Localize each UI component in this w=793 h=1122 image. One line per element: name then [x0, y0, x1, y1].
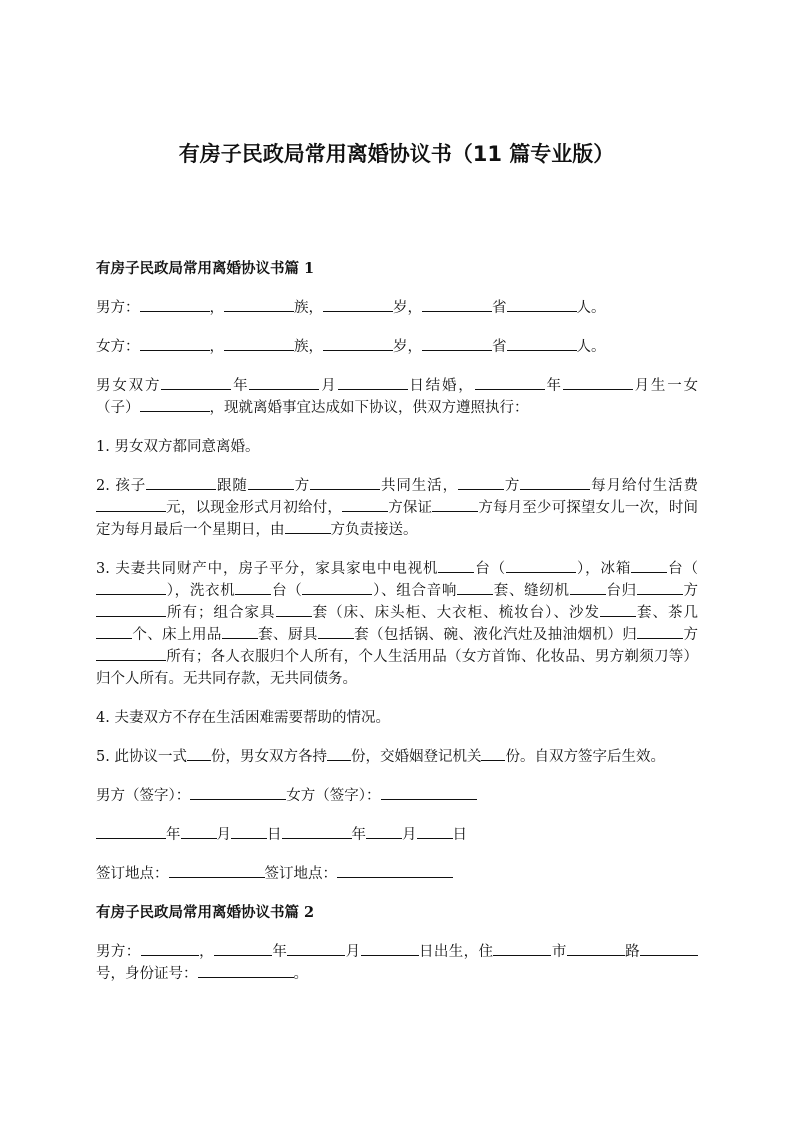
blank-field[interactable] — [140, 398, 210, 412]
blank-field[interactable] — [507, 298, 577, 312]
blank-field[interactable] — [570, 581, 606, 595]
woman-info-line: 女方： ， 族， 岁， 省 人。 — [96, 339, 606, 355]
blank-field[interactable] — [323, 337, 393, 351]
blank-field[interactable] — [146, 476, 216, 490]
blank-field[interactable] — [96, 647, 166, 661]
item-3: 3. 夫妻共同财产中，房子平分，家具家电中电视机 台（ ），冰箱 台（），洗衣机 台（ ）、组合音响 套、缝纫机 台归 方所有；组合家具 套（床、床头柜、大衣柜、梳妆台）、沙发 套、茶几个、床上用品 套、厨具 套（包括锅、碗、液化汽灶及抽油烟机）归 方所有；各人衣服归个人所有，个人生活用品（女方首饰、化妆品、男方剃须刀等）归个人所有。无共同存款，无共同债务。 — [96, 561, 699, 687]
blank-field[interactable] — [438, 559, 474, 573]
blank-field[interactable] — [600, 603, 636, 617]
blank-field[interactable] — [310, 476, 380, 490]
document-body — [96, 258, 698, 1002]
blank-field[interactable] — [457, 581, 493, 595]
blank-field[interactable] — [96, 625, 132, 639]
blank-field[interactable] — [327, 747, 351, 761]
blank-field[interactable] — [637, 581, 683, 595]
item-2: 2. 孩子 跟随 方 共同生活， 方 每月给付生活费元，以现金形式月初给付， 方保证 方每月至少可探望女儿一次，时间定为每月最后一个星期日，由 方负责接送。 — [96, 478, 699, 538]
place-field[interactable] — [337, 864, 453, 878]
blank-field[interactable] — [631, 559, 667, 573]
blank-field[interactable] — [276, 603, 312, 617]
blank-field[interactable] — [248, 476, 294, 490]
blank-field[interactable] — [338, 376, 408, 390]
blank-field[interactable] — [475, 376, 545, 390]
blank-field[interactable] — [181, 825, 217, 839]
blank-field[interactable] — [481, 747, 505, 761]
signature-field-woman[interactable] — [381, 786, 477, 800]
blank-field[interactable] — [417, 825, 453, 839]
blank-field[interactable] — [432, 498, 478, 512]
man-birth-info: 男方： ， 年 月 日出生，住 市 路号，身份证号： 。 — [96, 941, 698, 985]
section-heading-2: 有房子民政局常用离婚协议书篇 2 — [96, 904, 315, 921]
marriage-info-paragraph: 男女双方 年 月 日结婚， 年 月生一女（子） ，现就离婚事宜达成如下协议，供双方遵照执行： — [96, 378, 699, 416]
blank-field[interactable] — [235, 581, 271, 595]
blank-field[interactable] — [361, 942, 419, 956]
blank-field[interactable] — [161, 376, 231, 390]
signature-field-man[interactable] — [190, 786, 286, 800]
blank-field[interactable] — [96, 825, 166, 839]
place-field[interactable] — [169, 864, 265, 878]
blank-field[interactable] — [302, 581, 372, 595]
blank-field[interactable] — [506, 559, 576, 573]
blank-field[interactable] — [318, 625, 354, 639]
blank-field[interactable] — [96, 498, 166, 512]
blank-field[interactable] — [249, 376, 319, 390]
signature-line: 男方（签字）： 女方（签字）： — [96, 785, 698, 807]
blank-field[interactable] — [222, 625, 258, 639]
blank-field[interactable] — [140, 337, 210, 351]
blank-field[interactable] — [231, 825, 267, 839]
place-line: 签订地点： 签订地点： — [96, 863, 698, 885]
man-info-line: 男方： ， 族， 岁， 省 人。 — [96, 300, 606, 316]
blank-field[interactable] — [520, 476, 590, 490]
blank-field[interactable] — [96, 581, 166, 595]
blank-field[interactable] — [187, 747, 211, 761]
blank-field[interactable] — [285, 520, 331, 534]
blank-field[interactable] — [224, 298, 294, 312]
item-4: 4. 夫妻双方不存在生活困难需要帮助的情况。 — [96, 710, 390, 726]
blank-field[interactable] — [493, 942, 551, 956]
blank-field[interactable] — [567, 942, 625, 956]
blank-field[interactable] — [458, 476, 504, 490]
blank-field[interactable] — [323, 298, 393, 312]
blank-field[interactable] — [640, 942, 698, 956]
section-heading-1: 有房子民政局常用离婚协议书篇 1 — [96, 260, 315, 277]
blank-field[interactable] — [563, 376, 633, 390]
document-title: 有房子民政局常用离婚协议书（11 篇专业版） — [178, 142, 615, 166]
blank-field[interactable] — [214, 942, 272, 956]
blank-field[interactable] — [342, 498, 388, 512]
blank-field[interactable] — [282, 825, 352, 839]
blank-field[interactable] — [637, 625, 683, 639]
blank-field[interactable] — [224, 337, 294, 351]
blank-field[interactable] — [422, 337, 492, 351]
blank-field[interactable] — [96, 603, 166, 617]
blank-field[interactable] — [507, 337, 577, 351]
date-line: 年 月 日 年 月 日 — [96, 824, 698, 846]
blank-field[interactable] — [422, 298, 492, 312]
id-number-field[interactable] — [198, 964, 294, 978]
blank-field[interactable] — [140, 298, 210, 312]
blank-field[interactable] — [366, 825, 402, 839]
item-5: 5. 此协议一式 份，男女双方各持 份，交婚姻登记机关 份。自双方签字后生效。 — [96, 749, 665, 765]
blank-field[interactable] — [287, 942, 345, 956]
blank-field[interactable] — [141, 942, 199, 956]
item-1: 1. 男女双方都同意离婚。 — [96, 439, 260, 455]
